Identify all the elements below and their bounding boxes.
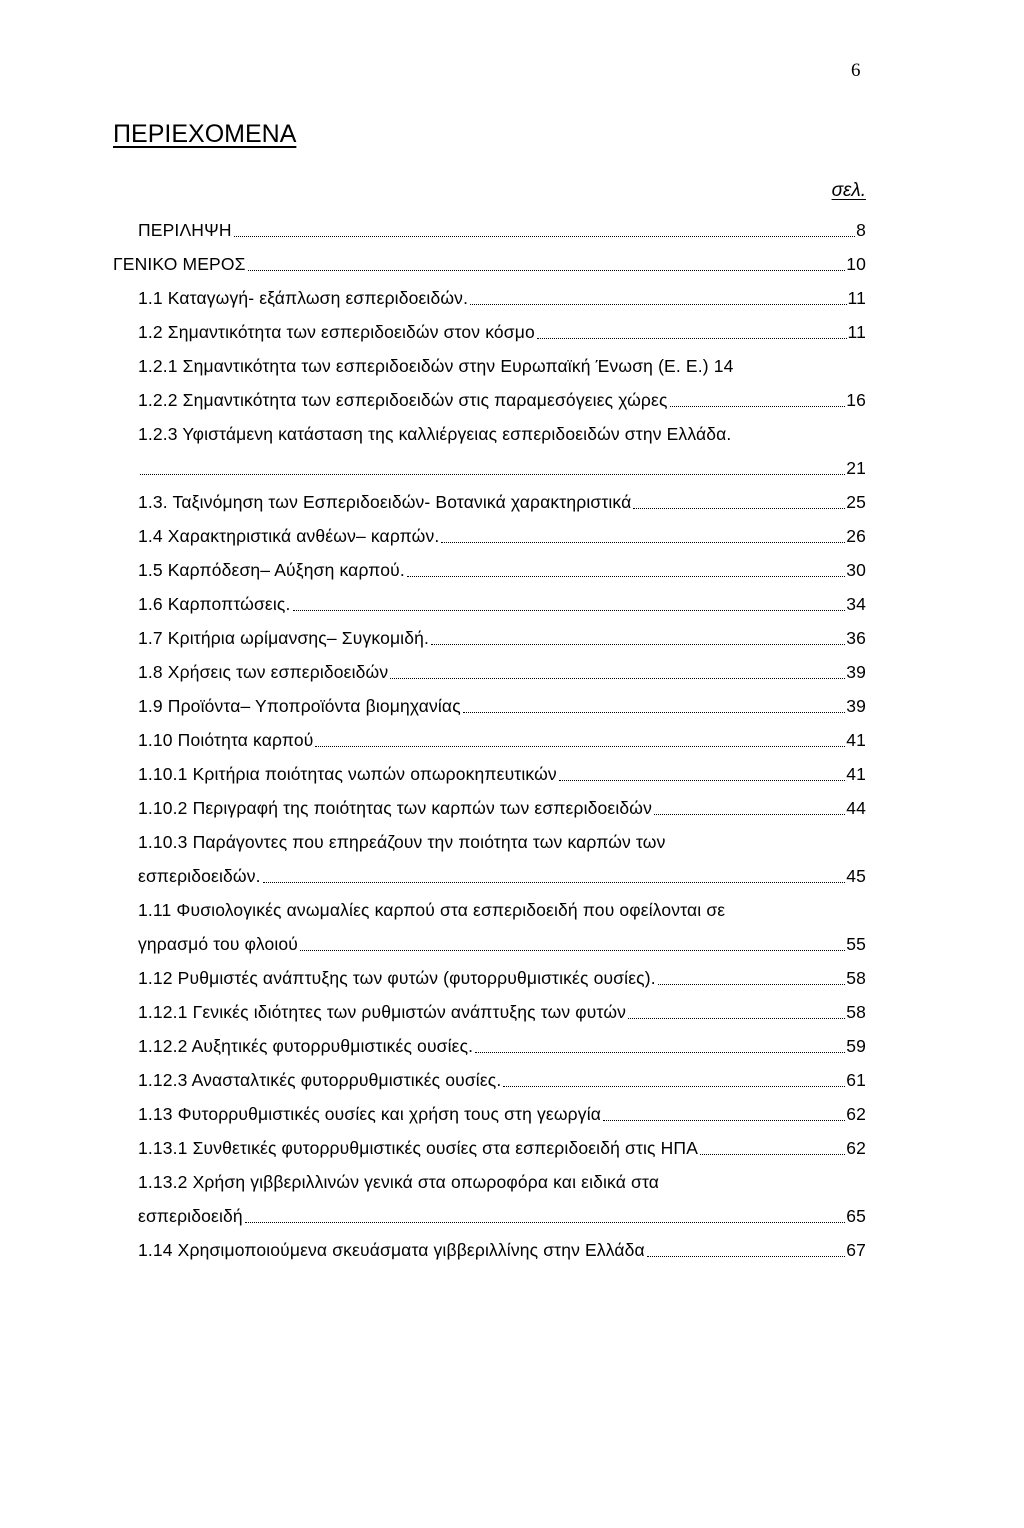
toc-entry[interactable] bbox=[138, 1125, 866, 1159]
toc-entry-title: 1.14 Χρησιμοποιούμενα σκευάσματα γιββεριλλίνης στην Ελλάδα bbox=[138, 1240, 645, 1260]
toc-entry-page: 41 bbox=[846, 730, 866, 750]
toc-entry[interactable] bbox=[138, 751, 866, 785]
page-column-label: σελ. bbox=[831, 180, 866, 201]
toc-entry-title: εσπεριδοειδή bbox=[138, 1206, 243, 1226]
toc-entry[interactable] bbox=[113, 241, 866, 275]
toc-entry-title: 1.9 Προϊόντα– Υποπροϊόντα βιομηχανίας bbox=[138, 696, 461, 716]
toc-leader-dots bbox=[248, 267, 846, 271]
toc-entry-page: 30 bbox=[846, 560, 866, 580]
toc-entry[interactable] bbox=[138, 1091, 866, 1125]
toc-entry-continuation[interactable] bbox=[138, 1193, 866, 1227]
toc-leader-dots bbox=[140, 471, 845, 475]
toc-leader-dots bbox=[463, 709, 845, 713]
toc-entry[interactable] bbox=[138, 887, 866, 921]
toc-entry[interactable] bbox=[138, 683, 866, 717]
toc-entry[interactable] bbox=[138, 377, 866, 411]
toc-leader-dots bbox=[441, 539, 845, 543]
toc-entry-title: 1.1 Καταγωγή- εξάπλωση εσπεριδοειδών. bbox=[138, 288, 469, 308]
toc-entry[interactable] bbox=[138, 1227, 866, 1261]
toc-leader-dots bbox=[670, 403, 846, 407]
toc-entry-title: 1.2.1 Σημαντικότητα των εσπεριδοειδών στην Ευρωπαϊκή Ένωση (Ε. Ε.) 14 bbox=[138, 356, 734, 376]
toc-entry-page: 26 bbox=[846, 526, 866, 546]
toc-entry-title: 1.12.2 Αυξητικές φυτορρυθμιστικές ουσίες. bbox=[138, 1036, 474, 1056]
toc-entry[interactable] bbox=[138, 785, 866, 819]
toc-entry[interactable] bbox=[138, 207, 866, 241]
toc-entry-title: 1.2.2 Σημαντικότητα των εσπεριδοειδών στις παραμεσόγειες χώρες bbox=[138, 390, 668, 410]
toc-entry-continuation[interactable] bbox=[138, 921, 866, 955]
toc-entry-page: 58 bbox=[846, 968, 866, 988]
toc-entry-title: ΠΕΡΙΛΗΨΗ bbox=[138, 220, 232, 240]
toc-entry-page: 39 bbox=[846, 696, 866, 716]
toc-entry[interactable] bbox=[138, 581, 866, 615]
toc-entry-title: 1.12 Ρυθμιστές ανάπτυξης των φυτών (φυτορρυθμιστικές ουσίες). bbox=[138, 968, 656, 988]
toc-entry-title: 1.6 Καρποπτώσεις. bbox=[138, 594, 291, 614]
toc-leader-dots bbox=[234, 233, 855, 237]
toc-entry-title: 1.13 Φυτορρυθμιστικές ουσίες και χρήση τους στη γεωργία bbox=[138, 1104, 601, 1124]
toc-entry-title: 1.2.3 Υφιστάμενη κατάσταση της καλλιέργειας εσπεριδοειδών στην Ελλάδα. bbox=[138, 424, 732, 444]
toc-leader-dots bbox=[390, 675, 845, 679]
toc-entry[interactable] bbox=[138, 275, 866, 309]
toc-entry-page: 61 bbox=[846, 1070, 866, 1090]
toc-entry-title: 1.10 Ποιότητα καρπού bbox=[138, 730, 314, 750]
toc-entry[interactable] bbox=[138, 343, 866, 377]
toc-entry-page: 67 bbox=[846, 1240, 866, 1260]
toc-entry-title: 1.2 Σημαντικότητα των εσπεριδοειδών στον κόσμο bbox=[138, 322, 535, 342]
toc-entry-title: 1.12.1 Γενικές ιδιότητες των ρυθμιστών ανάπτυξης των φυτών bbox=[138, 1002, 627, 1022]
toc-entry[interactable] bbox=[138, 989, 866, 1023]
toc-entry[interactable] bbox=[138, 649, 866, 683]
toc-entry-page: 59 bbox=[846, 1036, 866, 1056]
toc-leader-dots bbox=[603, 1117, 845, 1121]
toc-entry-page: 8 bbox=[856, 220, 866, 240]
toc-leader-dots bbox=[658, 981, 846, 985]
toc-leader-dots bbox=[559, 777, 845, 781]
toc-entry[interactable] bbox=[138, 1159, 866, 1193]
toc-entry-page: 34 bbox=[846, 594, 866, 614]
toc-entry-title: 1.12.3 Ανασταλτικές φυτορρυθμιστικές ουσίες. bbox=[138, 1070, 502, 1090]
toc-entry-page: 16 bbox=[846, 390, 866, 410]
page-number: 6 bbox=[851, 60, 861, 81]
toc-entry[interactable] bbox=[138, 615, 866, 649]
toc-entry-title: 1.10.1 Κριτήρια ποιότητας νωπών οπωροκηπευτικών bbox=[138, 764, 557, 784]
toc-entry[interactable] bbox=[138, 479, 866, 513]
toc-leader-dots bbox=[407, 573, 845, 577]
toc-entry[interactable] bbox=[138, 411, 866, 445]
toc-entry-title: 1.3. Ταξινόμηση των Εσπεριδοειδών- Βοτανικά χαρακτηριστικά bbox=[138, 492, 632, 512]
toc-entry-title: εσπεριδοειδών. bbox=[138, 866, 261, 886]
toc-leader-dots bbox=[245, 1219, 845, 1223]
toc-entry[interactable] bbox=[138, 1057, 866, 1091]
toc-entry-page: 58 bbox=[846, 1002, 866, 1022]
toc-entry-page: 62 bbox=[846, 1104, 866, 1124]
toc-entry-continuation[interactable] bbox=[138, 445, 866, 479]
toc-entry-continuation[interactable] bbox=[138, 853, 866, 887]
toc-entry-page: 10 bbox=[846, 254, 866, 274]
toc-entry-page: 41 bbox=[846, 764, 866, 784]
toc-entry[interactable] bbox=[138, 955, 866, 989]
toc-entry-title: 1.10.3 Παράγοντες που επηρεάζουν την ποιότητα των καρπών των bbox=[138, 832, 666, 852]
toc-leader-dots bbox=[470, 301, 846, 305]
page-title: ΠΕΡΙΕΧΟΜΕΝΑ bbox=[113, 120, 297, 148]
toc-leader-dots bbox=[633, 505, 845, 509]
toc-entry[interactable] bbox=[138, 1023, 866, 1057]
toc-entry-title: 1.10.2 Περιγραφή της ποιότητας των καρπών των εσπεριδοειδών bbox=[138, 798, 652, 818]
toc-entry-title: γηρασμό του φλοιού bbox=[138, 934, 298, 954]
toc-leader-dots bbox=[431, 641, 845, 645]
toc-entry-page: 11 bbox=[847, 288, 866, 308]
toc-leader-dots bbox=[300, 947, 845, 951]
toc-leader-dots bbox=[537, 335, 847, 339]
toc-entry-title: 1.4 Χαρακτηριστικά ανθέων– καρπών. bbox=[138, 526, 440, 546]
toc-entry-page: 39 bbox=[846, 662, 866, 682]
toc-entry-title: 1.11 Φυσιολογικές ανωμαλίες καρπού στα εσπεριδοειδή που οφείλονται σε bbox=[138, 900, 726, 920]
toc-entry-page: 65 bbox=[846, 1206, 866, 1226]
toc-entry-page: 45 bbox=[846, 866, 866, 886]
toc-entry-title: 1.7 Κριτήρια ωρίμανσης– Συγκομιδή. bbox=[138, 628, 430, 648]
toc-entry-page: 11 bbox=[847, 322, 866, 342]
toc-entry-title: 1.5 Καρπόδεση– Αύξηση καρπού. bbox=[138, 560, 405, 580]
toc-entry-page: 21 bbox=[846, 458, 866, 478]
toc-leader-dots bbox=[654, 811, 845, 815]
toc-entry-page: 36 bbox=[846, 628, 866, 648]
toc-entry-title: ΓΕΝΙΚΟ ΜΕΡΟΣ bbox=[113, 254, 246, 274]
toc-entry-page: 62 bbox=[846, 1138, 866, 1158]
toc-entry[interactable] bbox=[138, 819, 866, 853]
toc-leader-dots bbox=[293, 607, 846, 611]
toc-entry[interactable] bbox=[138, 513, 866, 547]
toc-entry[interactable] bbox=[138, 547, 866, 581]
toc-entry-title: 1.8 Χρήσεις των εσπεριδοειδών bbox=[138, 662, 389, 682]
toc-leader-dots bbox=[503, 1083, 845, 1087]
toc-entry[interactable] bbox=[138, 717, 866, 751]
toc-leader-dots bbox=[628, 1015, 845, 1019]
toc-leader-dots bbox=[315, 743, 845, 747]
toc-leader-dots bbox=[263, 879, 846, 883]
toc-entry-title: 1.13.1 Συνθετικές φυτορρυθμιστικές ουσίες στα εσπεριδοειδή στις ΗΠΑ bbox=[138, 1138, 699, 1158]
toc-entry[interactable] bbox=[138, 309, 866, 343]
toc-entry-page: 25 bbox=[846, 492, 866, 512]
toc-leader-dots bbox=[647, 1253, 845, 1257]
toc-leader-dots bbox=[700, 1151, 845, 1155]
toc-leader-dots bbox=[475, 1049, 845, 1053]
toc-entry-page: 44 bbox=[846, 798, 866, 818]
toc-entry-page: 55 bbox=[846, 934, 866, 954]
toc-entry-title: 1.13.2 Χρήση γιββεριλλινών γενικά στα οπωροφόρα και ειδικά στα bbox=[138, 1172, 660, 1192]
